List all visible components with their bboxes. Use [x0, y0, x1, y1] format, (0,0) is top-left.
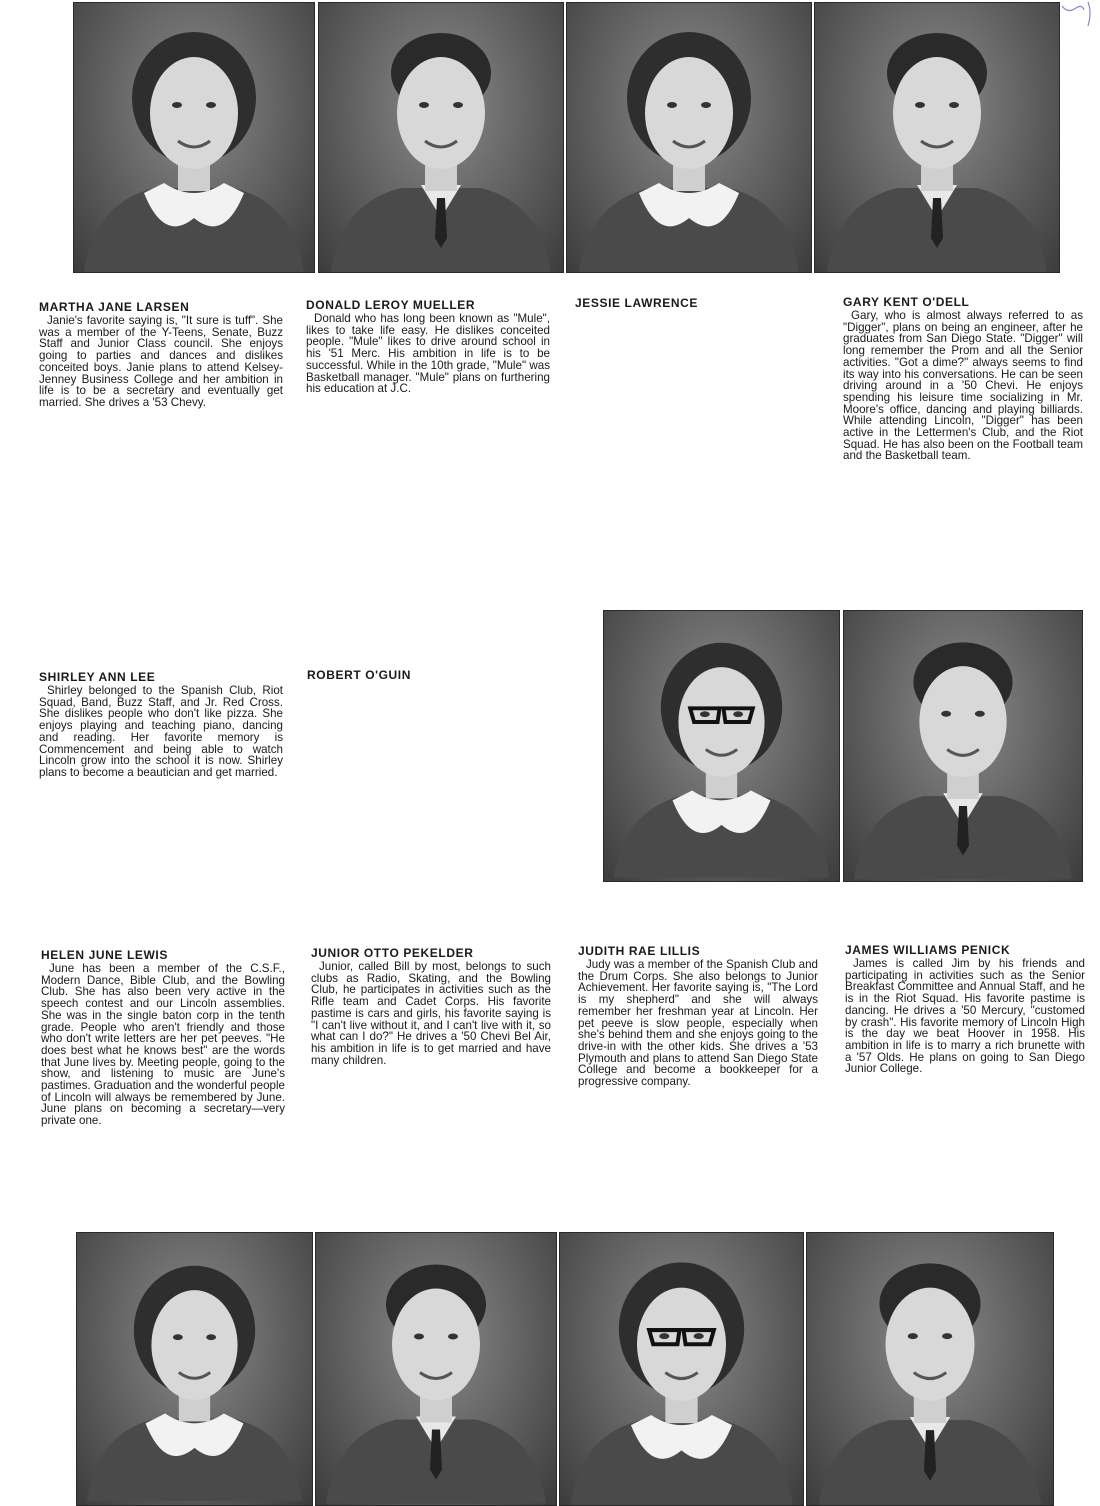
bio-pekelder	[311, 946, 551, 1066]
bio-penick	[845, 943, 1085, 1075]
pencil-mark-icon	[1060, 0, 1094, 28]
portrait-photo-oguin	[843, 610, 1083, 882]
portrait-figure-female	[604, 611, 839, 881]
student-bio: Gary, who is almost always referred to as "Digger", plans on being an engineer, after he graduates from San Diego State. "Digger" will long remember the Prom and all the Senior activities. "Got a dime?" always seems to find its way into his conversations. He can be seen driving around in a '50 Chevi. He enjoys spending his leisure time socializing in Mr. Moore's office, dancing and playing billiards. While attending Lincoln, "Digger" has been active in the Lettermen's Club, and the Riot Squad. He has also been on the Football team and the Basketball team.	[843, 309, 1083, 463]
bio-mueller	[306, 298, 550, 395]
portrait-photo-mueller	[318, 2, 564, 273]
portrait-figure-male	[844, 611, 1082, 881]
face-shape	[645, 57, 733, 169]
student-bio: June has been a member of the C.S.F., Modern Dance, Bible Club, and the Bowling Club. She has also been very active in the speech contest and our Lincoln assemblies. She was in the single baton corp in the tenth grade. People who aren't friendly and those who don't write letters are her pet peeves. "He does best what he knows best" are the words that June lives by. Meeting people, going to the show, and listening to music are June's pastimes. Graduation and the wonderful people of Lincoln will always be remembered by June. June plans on becoming a secretary—very private one.	[41, 962, 285, 1128]
eye-shape	[701, 102, 711, 108]
face-shape	[637, 1288, 726, 1401]
student-name: HELEN JUNE LEWIS	[41, 948, 168, 962]
portrait-photo-odell	[814, 2, 1060, 273]
student-bio: Shirley belonged to the Spanish Club, Riot Squad, Band, Buzz Staff, and Jr. Red Cross. She dislikes people who don't like pizza. She enjoys playing and teaching piano, dancing and reading. Her favorite memory is Commencement and being able to watch Lincoln grow into the school it is now. Shirley plans to become a beautician and get married.	[39, 684, 283, 779]
eye-shape	[173, 1334, 183, 1340]
face-shape	[151, 1290, 237, 1400]
eye-shape	[908, 1333, 918, 1339]
student-name: JESSIE LAWRENCE	[575, 296, 699, 310]
face-shape	[397, 57, 485, 169]
tie-shape	[931, 198, 943, 248]
student-bio: Donald who has long been known as "Mule", likes to take life easy. He dislikes conceited people. "Mule" likes to drive around school in his '51 Merc. His ambition in life is to be successful. While in the 10th grade, "Mule" was Basketball manager. "Mule" plans on furthering his education at J.C.	[306, 312, 550, 396]
eye-shape	[700, 711, 710, 717]
portrait-photo-pekelder	[315, 1232, 557, 1506]
face-shape	[392, 1289, 480, 1401]
eye-shape	[453, 102, 463, 108]
student-bio: Judy was a member of the Spanish Club and the Drum Corps. She also belongs to Junior Achievement. Her favorite saying is, "The Lord is my shepherd" and she will always remember her freshman year at Lincoln. Her pet peeve is slow people, especially when she's behind them and she enjoys going to the drive-in with the other kids. She drives a '53 Plymouth and plans to attend San Diego State College and become a bookkeeper for a progressive company.	[578, 958, 818, 1089]
face-shape	[150, 57, 238, 169]
eye-shape	[915, 102, 925, 108]
portrait-figure-female	[567, 3, 811, 272]
student-name: ROBERT O'GUIN	[307, 668, 411, 682]
eye-shape	[733, 711, 743, 717]
portrait-figure-female	[560, 1233, 803, 1505]
portrait-figure-male	[807, 1233, 1053, 1505]
tie-shape	[430, 1430, 442, 1480]
eye-shape	[975, 711, 985, 717]
eye-shape	[694, 1333, 704, 1339]
portrait-photo-lee	[603, 610, 840, 882]
tie-shape	[924, 1430, 936, 1481]
portrait-photo-lewis	[76, 1232, 313, 1506]
portrait-figure-female	[77, 1233, 312, 1505]
bio-lee	[39, 670, 283, 779]
portrait-figure-male	[319, 3, 563, 272]
eye-shape	[942, 1333, 952, 1339]
student-bio: Janie's favorite saying is, "It sure is tuff". She was a member of the Y-Teens, Senate, Buzz Staff and Junior Class council. She enjoys going to parties and dances and dislikes conceited boys. Janie plans to attend Kelsey-Jenney Business College and her ambition in life is to be a secretary and eventually get married. She drives a '53 Chevy.	[39, 314, 283, 409]
bio-lawrence	[575, 296, 819, 311]
eye-shape	[941, 711, 951, 717]
student-bio: Junior, called Bill by most, belongs to such clubs as Radio, Skating, and the Bowling Club, he participates in activities such as the Rifle team and Cadet Corps. His favorite pastime is cars and girls, his favorite saying is "I can't live without it, and I can't live with it, so what can I do?" He drives a '50 Chevi Bel Air, his ambition in life is to get married and have many children.	[311, 960, 551, 1067]
face-shape	[893, 57, 981, 169]
face-shape	[886, 1288, 975, 1401]
portrait-figure-male	[815, 3, 1059, 272]
eye-shape	[448, 1334, 458, 1340]
face-shape	[919, 666, 1006, 777]
eye-shape	[949, 102, 959, 108]
portrait-photo-penick	[806, 1232, 1054, 1506]
bio-larsen	[39, 300, 283, 409]
student-name: DONALD LEROY MUELLER	[306, 298, 476, 312]
tie-shape	[957, 806, 969, 856]
student-bio: James is called Jim by his friends and participating in activities such as the Senior Breakfast Committee and Annual Staff, and he is in the Riot Squad. His favorite pastime is dancing. He drives a '50 Mercury, "customed by crash". His favorite memory of Lincoln High is the day we beat Hoover in 1958. His ambition in life is to marry a rich brunette with a '57 Olds. He plans on going to San Diego Junior College.	[845, 957, 1085, 1076]
student-name: GARY KENT O'DELL	[843, 295, 970, 309]
student-name: JUDITH RAE LILLIS	[578, 944, 701, 958]
portrait-photo-lillis	[559, 1232, 804, 1506]
portrait-figure-male	[316, 1233, 556, 1505]
bio-lillis	[578, 944, 818, 1088]
face-shape	[678, 667, 764, 777]
bio-odell	[843, 295, 1083, 462]
portrait-photo-lawrence	[566, 2, 812, 273]
eye-shape	[667, 102, 677, 108]
eye-shape	[414, 1334, 424, 1340]
eye-shape	[659, 1333, 669, 1339]
bio-oguin	[307, 668, 551, 683]
student-name: JUNIOR OTTO PEKELDER	[311, 946, 474, 960]
eye-shape	[206, 1334, 216, 1340]
student-name: MARTHA JANE LARSEN	[39, 300, 190, 314]
tie-shape	[435, 198, 447, 248]
portrait-figure-female	[74, 3, 314, 272]
student-name: SHIRLEY ANN LEE	[39, 670, 156, 684]
eye-shape	[172, 102, 182, 108]
portrait-photo-larsen	[73, 2, 315, 273]
eye-shape	[419, 102, 429, 108]
bio-lewis	[41, 948, 285, 1127]
student-name: JAMES WILLIAMS PENICK	[845, 943, 1011, 957]
eye-shape	[206, 102, 216, 108]
